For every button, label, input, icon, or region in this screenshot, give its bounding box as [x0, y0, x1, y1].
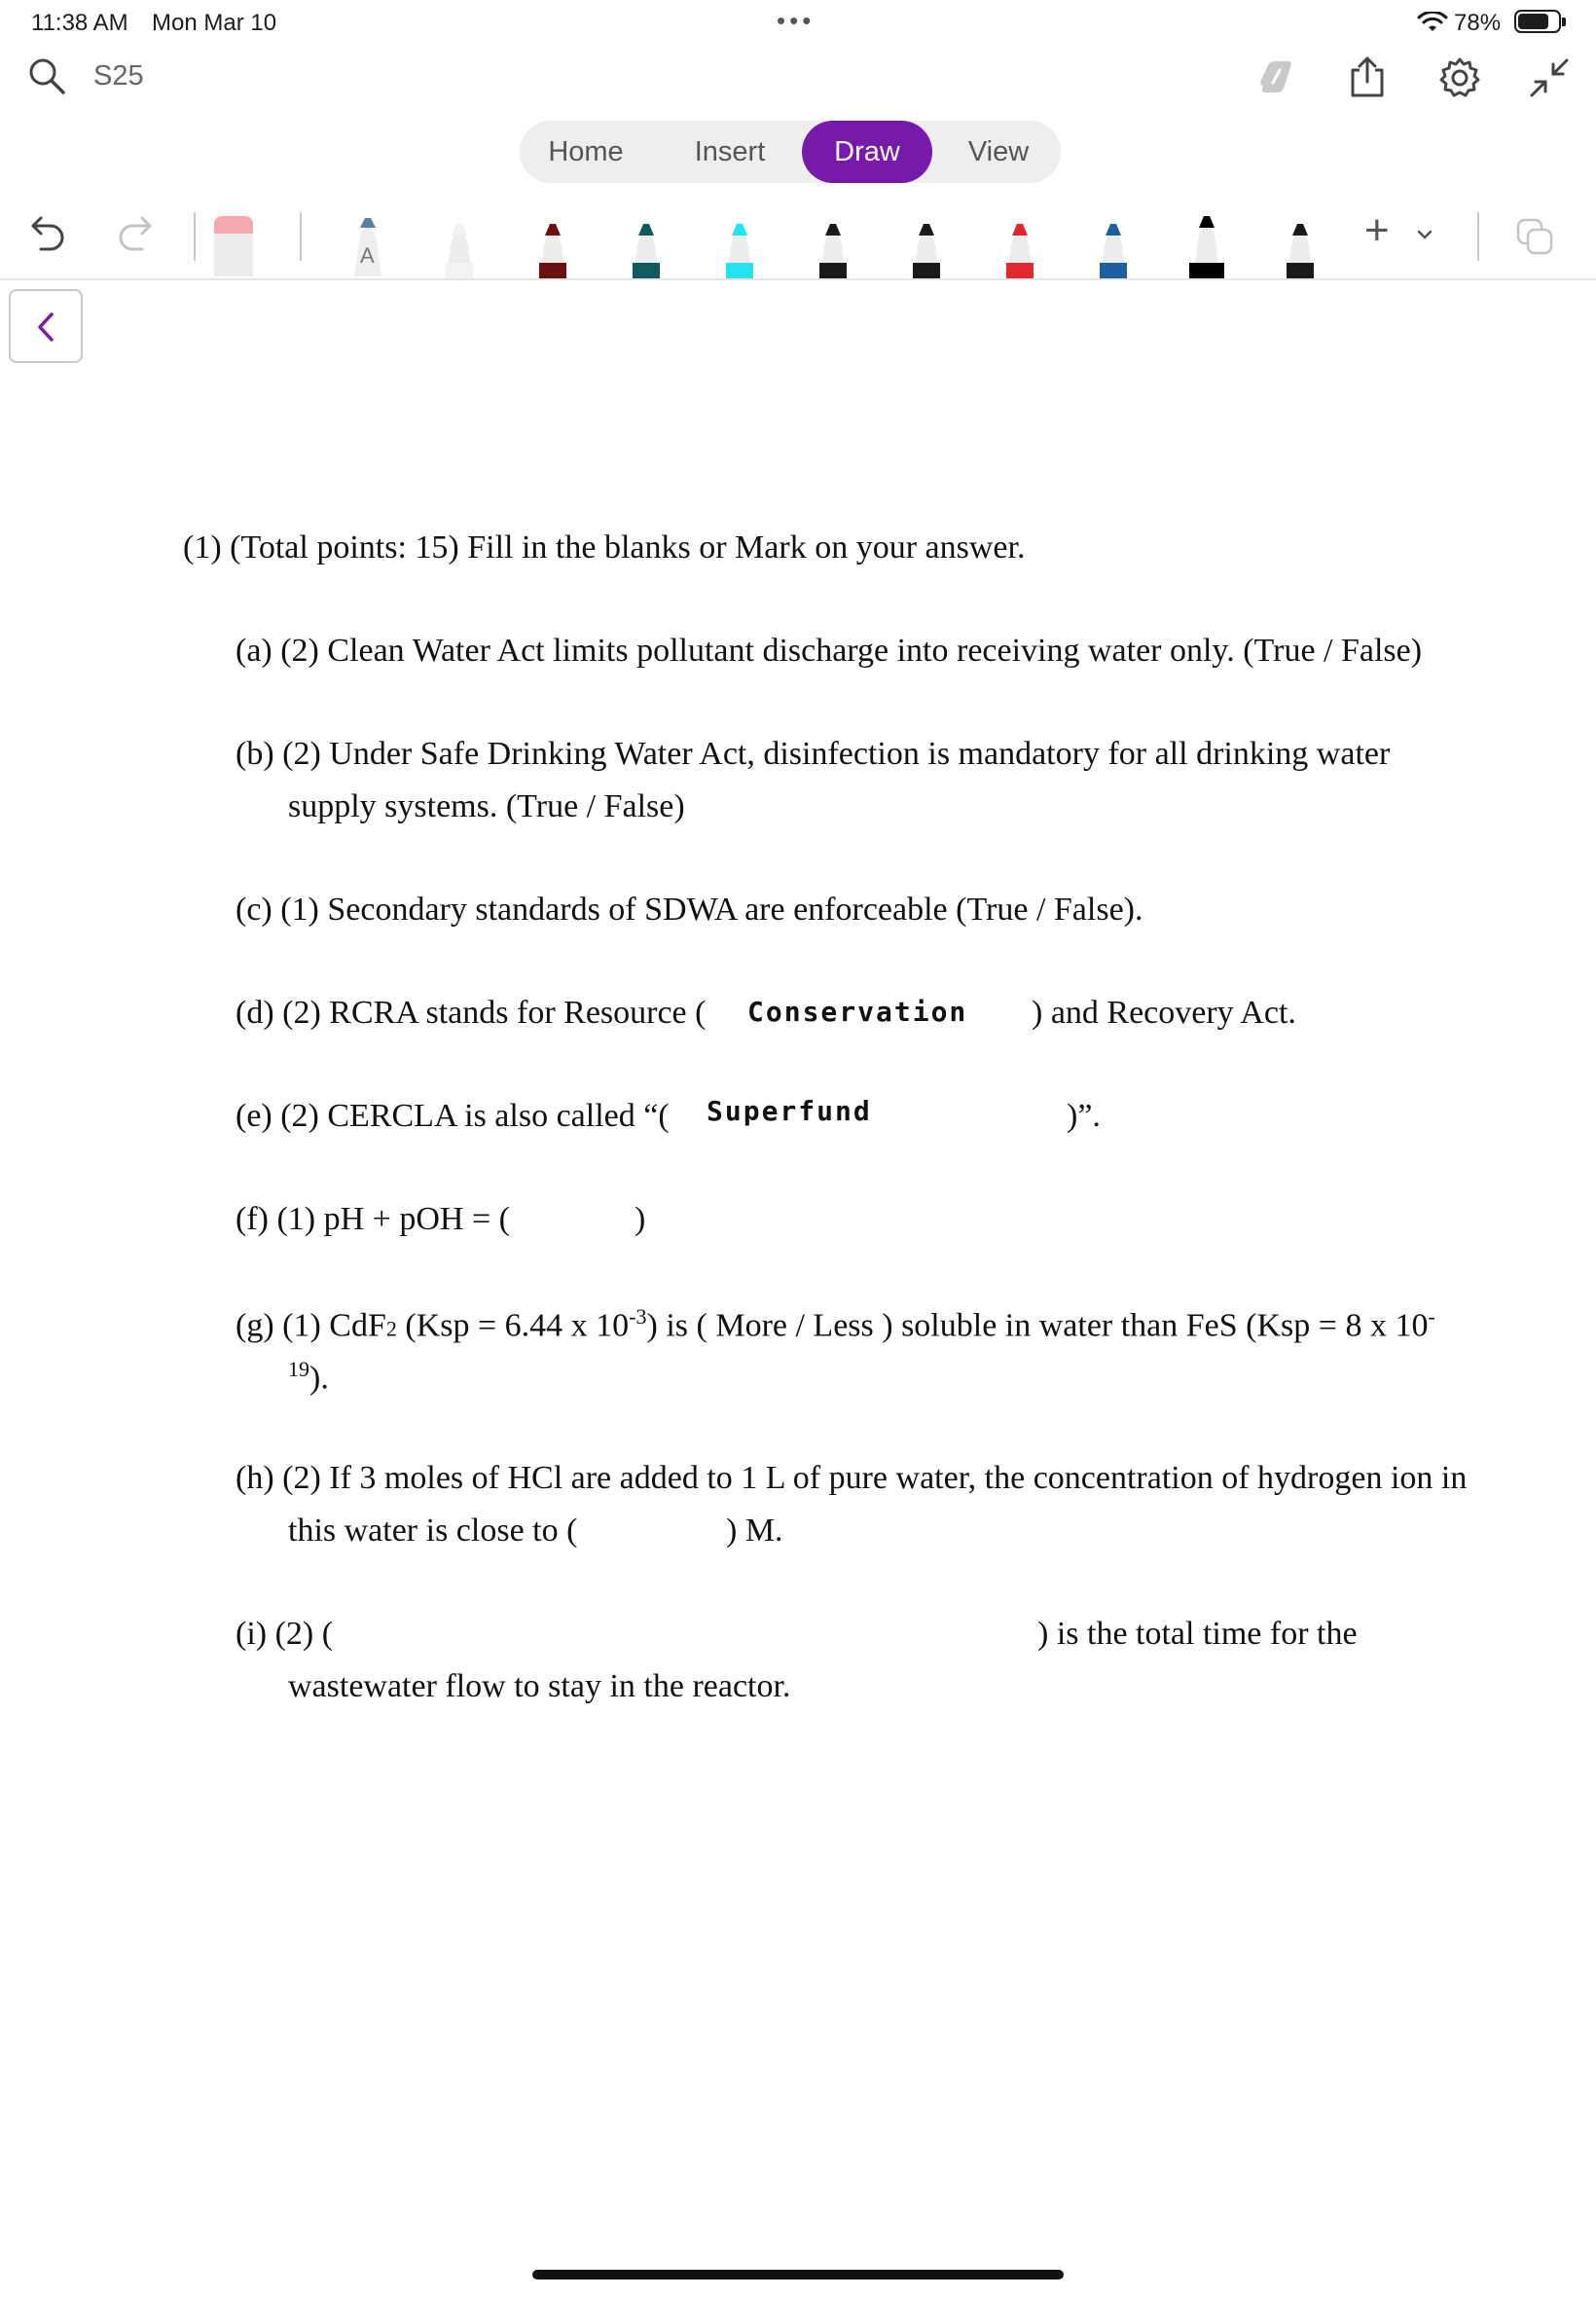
item-e-prefix: (e) (2) CERCLA is also called “( [236, 1098, 670, 1134]
pen-red[interactable] [1006, 224, 1034, 278]
item-i-suffix: ) is the total time for the [1037, 1616, 1358, 1652]
item-d-prefix: (d) (2) RCRA stands for Resource ( [236, 995, 707, 1031]
pen-dark-red[interactable] [539, 224, 566, 278]
battery-icon [1514, 10, 1561, 33]
wifi-icon [1417, 12, 1448, 33]
highlighter-cyan[interactable] [726, 224, 753, 278]
item-g-continuation [288, 1359, 329, 1395]
redo-icon[interactable] [115, 214, 156, 255]
item-i-line2: wastewater flow to stay in the reactor. [288, 1668, 791, 1704]
pen-white[interactable] [446, 224, 473, 278]
tab-home[interactable]: Home [548, 136, 624, 167]
item-g-superscript-2: - [1428, 1304, 1435, 1329]
home-indicator[interactable] [532, 2270, 1064, 2279]
question-header: (1) (Total points: 15) Fill in the blanks or Mark on your answer. [183, 529, 1026, 565]
item-g-subscript: 2 [385, 1316, 397, 1341]
item-g-part2: (Ksp = 6.44 x 10 [396, 1307, 630, 1344]
item-h-line1: (h) (2) If 3 moles of HCl are added to 1 L of pure water, the concentration of hydrogen ion in [236, 1460, 1468, 1496]
status-date: Mon Mar 10 [152, 10, 277, 36]
ribbon-tab-bar [520, 121, 1061, 183]
item-g-superscript: -3 [629, 1304, 647, 1329]
item-g-cont-superscript: 19 [288, 1357, 309, 1381]
item-a: (a) (2) Clean Water Act limits pollutant discharge into receiving water only. (True / False) [236, 633, 1423, 669]
share-icon[interactable] [1347, 55, 1388, 99]
item-b-line2: supply systems. (True / False) [288, 788, 685, 824]
multitasking-dots[interactable]: ••• [777, 6, 816, 35]
item-b-line1: (b) (2) Under Safe Drinking Water Act, disinfection is mandatory for all drinking water [236, 736, 1391, 772]
handwritten-answer-d: Conservation [747, 996, 968, 1028]
item-d-suffix: ) and Recovery Act. [1032, 995, 1296, 1031]
tab-view[interactable]: View [967, 136, 1030, 167]
item-i-prefix: (i) (2) ( [236, 1616, 334, 1652]
item-f-prefix: (f) (1) pH + pOH = ( [236, 1201, 510, 1237]
tab-draw[interactable]: Draw [802, 121, 932, 183]
text-pen-letter: A [360, 243, 375, 268]
copilot-icon[interactable] [1255, 56, 1296, 97]
status-time: 11:38 AM [31, 10, 128, 36]
undo-icon[interactable] [27, 214, 68, 255]
toolbar-divider [1477, 212, 1479, 261]
handwritten-answer-e: Superfund [707, 1095, 872, 1127]
add-pen-button[interactable]: + [1364, 206, 1390, 254]
item-h-prefix: this water is close to ( [288, 1513, 578, 1549]
tab-insert[interactable]: Insert [694, 136, 766, 167]
item-g [236, 1306, 1435, 1342]
pen-black-3[interactable] [1287, 224, 1314, 278]
text-pen-tool[interactable] [348, 214, 387, 276]
search-icon[interactable] [27, 56, 66, 95]
chevron-down-icon[interactable] [1417, 230, 1433, 241]
back-button[interactable] [9, 289, 83, 363]
pen-black-selected[interactable] [1189, 216, 1224, 278]
item-g-part3: ) is ( More / Less ) soluble in water than FeS (Ksp = 8 x 10 [646, 1307, 1429, 1344]
collapse-arrows-icon[interactable] [1528, 56, 1571, 99]
notebook-name[interactable]: S25 [93, 60, 144, 91]
settings-gear-icon[interactable] [1438, 56, 1481, 99]
pen-black-1[interactable] [819, 224, 847, 278]
pen-blue[interactable] [1100, 224, 1127, 278]
item-e-suffix: )”. [1067, 1098, 1101, 1134]
item-g-cont-text: ). [309, 1360, 329, 1397]
lasso-select-icon[interactable] [1514, 216, 1557, 259]
eraser-icon[interactable] [210, 212, 257, 276]
pen-teal[interactable] [633, 224, 660, 278]
toolbar-divider-line [0, 278, 1596, 280]
chevron-left-icon [34, 310, 59, 344]
pen-black-2[interactable] [913, 224, 940, 278]
toolbar-divider [194, 212, 196, 261]
toolbar-divider [300, 212, 302, 261]
pen-tray [428, 212, 1343, 278]
item-c: (c) (1) Secondary standards of SDWA are enforceable (True / False). [236, 892, 1143, 928]
battery-percent: 78% [1454, 10, 1502, 36]
item-h-suffix: ) M. [726, 1513, 783, 1549]
item-g-part1: (g) (1) CdF [236, 1307, 386, 1344]
item-f-suffix: ) [635, 1201, 646, 1237]
